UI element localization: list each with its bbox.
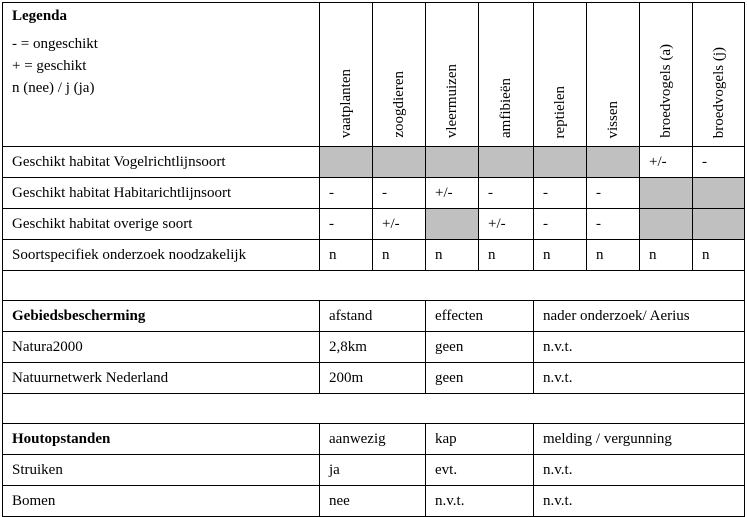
legend-line-yes-no: n (nee) / j (ja) bbox=[12, 80, 95, 96]
cell-value: geen bbox=[426, 332, 534, 363]
hout-header-kap: kap bbox=[426, 424, 534, 455]
cell-shaded bbox=[320, 147, 373, 178]
row-label: Struiken bbox=[3, 455, 320, 486]
cell-value: n bbox=[640, 240, 693, 271]
header-reptielen: reptielen bbox=[534, 3, 587, 147]
cell-shaded bbox=[640, 178, 693, 209]
cell-shaded bbox=[479, 147, 534, 178]
hout-row-bomen bbox=[3, 486, 745, 517]
cell-shaded bbox=[693, 209, 745, 240]
assessment-table bbox=[2, 2, 745, 517]
cell-value: n bbox=[373, 240, 426, 271]
hout-header-row bbox=[3, 424, 745, 455]
cell-value: ja bbox=[320, 455, 426, 486]
cell-shaded bbox=[373, 147, 426, 178]
gebied-row-nnn bbox=[3, 363, 745, 394]
header-vissen: vissen bbox=[587, 3, 640, 147]
cell-value: n bbox=[693, 240, 745, 271]
cell-value: +/- bbox=[426, 178, 479, 209]
header-broedvogels-j: broedvogels (j) bbox=[693, 3, 745, 147]
cell-value: - bbox=[373, 178, 426, 209]
cell-value: 200m bbox=[320, 363, 426, 394]
cell-value: n.v.t. bbox=[534, 332, 745, 363]
row-label: Natuurnetwerk Nederland bbox=[3, 363, 320, 394]
row-label: Soortspecifiek onderzoek noodzakelijk bbox=[3, 240, 320, 271]
row-label: Bomen bbox=[3, 486, 320, 517]
cell-shaded bbox=[426, 147, 479, 178]
spacer-row bbox=[3, 394, 745, 424]
cell-value: n bbox=[479, 240, 534, 271]
hout-row-struiken bbox=[3, 455, 745, 486]
hout-header-title: Houtopstanden bbox=[3, 424, 320, 455]
hout-header-aanwezig: aanwezig bbox=[320, 424, 426, 455]
gebied-header-onderzoek: nader onderzoek/ Aerius bbox=[534, 301, 745, 332]
header-vaatplanten: vaatplanten bbox=[320, 3, 373, 147]
cell-shaded bbox=[426, 209, 479, 240]
legend-line-suitable: + = geschikt bbox=[12, 58, 87, 74]
cell-value: +/- bbox=[373, 209, 426, 240]
cell-value: - bbox=[534, 178, 587, 209]
row-label: Geschikt habitat Vogelrichtlijnsoort bbox=[3, 147, 320, 178]
cell-value: n.v.t. bbox=[426, 486, 534, 517]
header-vleermuizen: vleermuizen bbox=[426, 3, 479, 147]
cell-shaded bbox=[640, 209, 693, 240]
row-label: Natura2000 bbox=[3, 332, 320, 363]
cell-value: +/- bbox=[640, 147, 693, 178]
cell-shaded bbox=[534, 147, 587, 178]
cell-value: +/- bbox=[479, 209, 534, 240]
cell-value: - bbox=[587, 209, 640, 240]
legend-line-unsuitable: - = ongeschikt bbox=[12, 36, 98, 52]
legend-header-row bbox=[3, 3, 745, 147]
header-zoogdieren: zoogdieren bbox=[373, 3, 426, 147]
cell-value: n bbox=[320, 240, 373, 271]
header-broedvogels-a: broedvogels (a) bbox=[640, 3, 693, 147]
species-row-overige bbox=[3, 209, 745, 240]
cell-value: nee bbox=[320, 486, 426, 517]
legend-cell bbox=[3, 3, 320, 147]
hout-header-melding: melding / vergunning bbox=[534, 424, 745, 455]
spacer-cell bbox=[3, 271, 745, 301]
cell-value: n bbox=[426, 240, 479, 271]
assessment-table-wrapper bbox=[2, 2, 745, 517]
cell-value: geen bbox=[426, 363, 534, 394]
gebied-header-row bbox=[3, 301, 745, 332]
row-label: Geschikt habitat overige soort bbox=[3, 209, 320, 240]
cell-value: - bbox=[587, 178, 640, 209]
cell-value: - bbox=[320, 178, 373, 209]
species-row-onderzoek bbox=[3, 240, 745, 271]
row-label: Geschikt habitat Habitarichtlijnsoort bbox=[3, 178, 320, 209]
spacer-cell bbox=[3, 394, 745, 424]
legend-title: Legenda bbox=[12, 8, 68, 24]
species-row-vogelrichtlijn bbox=[3, 147, 745, 178]
cell-value: n.v.t. bbox=[534, 486, 745, 517]
cell-value: n bbox=[534, 240, 587, 271]
cell-value: - bbox=[534, 209, 587, 240]
cell-value: 2,8km bbox=[320, 332, 426, 363]
cell-shaded bbox=[587, 147, 640, 178]
cell-value: - bbox=[479, 178, 534, 209]
gebied-row-natura2000 bbox=[3, 332, 745, 363]
cell-value: - bbox=[693, 147, 745, 178]
cell-value: evt. bbox=[426, 455, 534, 486]
cell-value: n.v.t. bbox=[534, 363, 745, 394]
cell-value: n.v.t. bbox=[534, 455, 745, 486]
cell-shaded bbox=[693, 178, 745, 209]
gebied-header-effecten: effecten bbox=[426, 301, 534, 332]
header-amfibieen: amfibieën bbox=[479, 3, 534, 147]
species-row-habitatrichtlijn bbox=[3, 178, 745, 209]
spacer-row bbox=[3, 271, 745, 301]
gebied-header-title: Gebiedsbescherming bbox=[3, 301, 320, 332]
cell-value: - bbox=[320, 209, 373, 240]
gebied-header-afstand: afstand bbox=[320, 301, 426, 332]
cell-value: n bbox=[587, 240, 640, 271]
